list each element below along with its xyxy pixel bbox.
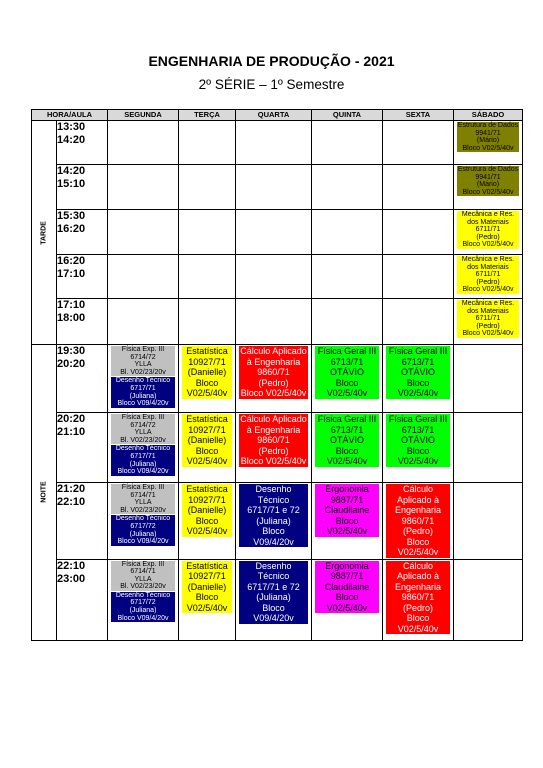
time-end: 23:00 (57, 572, 86, 585)
class-block (315, 346, 379, 399)
class-line: (Danielle) (187, 581, 227, 592)
time-start: 21:20 (57, 483, 86, 495)
schedule-cell-quarta (236, 413, 312, 483)
class-line: (Pedro) (476, 278, 500, 286)
class-line: 9860/71 (257, 367, 290, 377)
class-line: Bloco V02/5/40v (326, 445, 368, 466)
time-end: 21:10 (57, 426, 86, 438)
class-line: Estatística (186, 346, 228, 356)
class-line: 6714/72 (130, 353, 156, 361)
empty-cell (312, 121, 383, 165)
empty-cell (383, 165, 454, 210)
class-line: Cálculo Aplicado à (396, 560, 440, 581)
schedule-cell-sabado (454, 165, 523, 210)
class-line: Bloco V02/5/40v (326, 377, 368, 398)
empty-cell (179, 165, 236, 210)
time-end: 15:10 (57, 178, 86, 190)
class-line: 6717/72 (130, 599, 156, 607)
time-slot (57, 413, 108, 483)
header-row (32, 110, 523, 121)
class-line: 6717/71 e 72 (247, 505, 300, 515)
class-line: V02/5/40v (186, 526, 228, 536)
class-line: YLLA (134, 429, 152, 437)
schedule-cell-terca (179, 483, 236, 560)
time-slot (57, 345, 108, 413)
class-line: 6714/71 (130, 491, 156, 499)
time-slot (57, 299, 108, 345)
class-block (386, 561, 450, 635)
time-slot (57, 559, 108, 640)
table-row (32, 345, 523, 413)
class-block (239, 346, 308, 399)
empty-cell (179, 299, 236, 345)
empty-cell (312, 255, 383, 299)
class-line: Física Exp. III (121, 560, 165, 568)
time-start: 13:30 (57, 121, 86, 133)
schedule-cell-sexta (383, 345, 454, 413)
class-line: (Juliana) (256, 592, 291, 602)
class-line: Bloco V09/4/20v (117, 538, 169, 546)
time-start: 22:10 (57, 559, 86, 572)
class-line: Bloco V02/5/40v (462, 330, 514, 338)
class-block (315, 561, 379, 614)
schedule-cell-sabado (454, 299, 523, 345)
schedule-cell-terca (179, 559, 236, 640)
time-slot (57, 165, 108, 210)
class-line: 9860/71 (257, 435, 290, 445)
empty-cell (108, 210, 179, 255)
class-line: 6713/71 (330, 424, 364, 435)
class-line: (Danielle) (187, 505, 227, 515)
empty-cell (383, 255, 454, 299)
empty-cell (454, 483, 523, 560)
class-line: (Mário) (476, 181, 500, 189)
time-end: 16:20 (57, 223, 86, 235)
class-block (386, 414, 450, 467)
class-line: Física Exp. III (121, 346, 165, 353)
class-block (457, 122, 519, 152)
empty-cell (383, 210, 454, 255)
class-line: (Danielle) (187, 435, 227, 445)
class-line: (Danielle) (187, 367, 227, 377)
class-block (239, 414, 308, 467)
time-end: 22:10 (57, 496, 86, 508)
col-header-terca: TERÇA (179, 110, 236, 121)
class-line: V02/5/40v (326, 602, 368, 613)
schedule-cell-quarta (236, 483, 312, 560)
class-line: YLLA (134, 499, 152, 507)
table-row (32, 165, 523, 210)
class-line: Bloco V02/5/40v (240, 388, 307, 398)
class-line: Bloco (335, 515, 359, 526)
class-line: OTÁVIO (400, 367, 435, 377)
empty-cell (236, 210, 312, 255)
empty-cell (179, 121, 236, 165)
time-start: 15:30 (57, 210, 86, 222)
class-line: Ergonomia (325, 484, 369, 494)
class-line: Desenho (255, 484, 292, 494)
class-line: Desenho Técnico (115, 445, 171, 453)
class-line: V02/5/40v (326, 526, 368, 536)
class-line: 6714/72 (130, 421, 156, 429)
class-line: Estatística (186, 484, 228, 494)
class-line: 10927/71 (188, 356, 226, 367)
class-line: Bloco V02/5/40v (462, 188, 514, 196)
table-row (32, 483, 523, 560)
class-block (111, 515, 175, 545)
class-line: Cálculo Aplicado (240, 414, 307, 424)
class-line: (Juliana) (129, 460, 157, 468)
class-line: 9887/71 (330, 494, 364, 505)
class-line: OTÁVIO (329, 367, 364, 377)
time-end: 20:20 (57, 358, 86, 370)
class-line: V02/5/40v (186, 388, 228, 398)
class-line: à Engenharia (246, 356, 301, 367)
class-line: Bloco V09/4/20v (117, 468, 169, 476)
class-block (111, 561, 175, 591)
schedule-table (31, 109, 523, 641)
class-line: Bloco V09/4/20v (117, 614, 169, 622)
class-line: V02/5/40v (186, 456, 228, 466)
class-line: 6717/72 (130, 522, 156, 530)
class-line: (Juliana) (129, 607, 157, 615)
class-line: Bloco (195, 445, 219, 456)
class-line: 6717/71 (130, 452, 156, 460)
class-line: Mecânica e Res. (461, 211, 515, 218)
class-line: Física Geral III (388, 414, 448, 424)
schedule-cell-segunda (108, 345, 179, 413)
class-line: Claudilaine (324, 581, 370, 592)
class-line: Desenho (255, 560, 292, 571)
class-line: 9860/71 (401, 592, 435, 602)
class-block (315, 484, 379, 537)
schedule-cell-sabado (454, 255, 523, 299)
class-line: Estatística (186, 560, 228, 571)
time-start: 20:20 (57, 413, 86, 425)
time-end: 17:10 (57, 268, 86, 280)
class-line: Estrutura de Dados (457, 122, 519, 129)
class-line: Física Geral III (388, 346, 448, 356)
class-line: Física Exp. III (121, 484, 165, 491)
schedule-cell-quarta (236, 559, 312, 640)
empty-cell (236, 165, 312, 210)
col-header-quinta: QUINTA (312, 110, 383, 121)
class-line: Física Geral III (317, 346, 377, 356)
class-line: Bloco V02/5/40v (462, 241, 514, 249)
class-line: à Engenharia (246, 424, 301, 435)
class-line: Bloco (335, 592, 359, 602)
table-row (32, 210, 523, 255)
empty-cell (454, 345, 523, 413)
class-line: Engenharia (394, 505, 442, 515)
class-line: 6713/71 (330, 356, 364, 367)
empty-cell (108, 299, 179, 345)
class-line: 9941/71 (475, 129, 501, 137)
class-line: Bl. V02/23/20v (120, 436, 166, 444)
empty-cell (454, 559, 523, 640)
class-line: 9941/71 (475, 173, 501, 181)
class-line: Estrutura de Dados (457, 166, 519, 173)
time-end: 18:00 (57, 312, 86, 324)
time-slot (57, 210, 108, 255)
class-block (182, 414, 232, 467)
col-header-sabado: SÁBADO (454, 110, 523, 121)
table-row (32, 255, 523, 299)
class-line: OTÁVIO (329, 435, 364, 445)
class-line: Bloco (262, 526, 285, 536)
class-block (457, 211, 519, 249)
class-line: Bloco (262, 602, 285, 613)
table-row (32, 121, 523, 165)
empty-cell (454, 413, 523, 483)
empty-cell (236, 255, 312, 299)
class-block (457, 256, 519, 294)
class-line: 10927/71 (188, 571, 226, 581)
page-title: ENGENHARIA DE PRODUÇÃO - 2021 (148, 53, 395, 69)
class-block (239, 484, 308, 547)
class-line: Bl. V02/23/20v (120, 368, 166, 376)
empty-cell (108, 121, 179, 165)
schedule-cell-sexta (383, 559, 454, 640)
col-header-segunda: SEGUNDA (108, 110, 179, 121)
empty-cell (312, 299, 383, 345)
class-line: V09/4/20v (253, 536, 294, 547)
class-block (111, 377, 175, 407)
empty-cell (312, 165, 383, 210)
class-line: 6717/71 (130, 384, 156, 392)
empty-cell (179, 210, 236, 255)
time-start: 16:20 (57, 255, 86, 267)
class-line: Bloco (195, 515, 219, 526)
class-line: Desenho Técnico (115, 515, 171, 523)
period-label-tarde: TARDE (32, 121, 57, 345)
schedule-cell-terca (179, 345, 236, 413)
class-line: (Juliana) (256, 515, 291, 526)
table-row (32, 413, 523, 483)
time-start: 17:10 (57, 299, 86, 311)
schedule-cell-quinta (312, 559, 383, 640)
class-block (457, 300, 519, 338)
class-line: 10927/71 (188, 494, 226, 505)
class-line: Bloco (195, 592, 219, 602)
class-line: Cálculo Aplicado (240, 346, 307, 356)
class-block (315, 414, 379, 467)
class-line: 9887/71 (330, 571, 364, 581)
class-block (111, 445, 175, 475)
empty-cell (236, 299, 312, 345)
schedule-cell-sabado (454, 121, 523, 165)
schedule-cell-sexta (383, 413, 454, 483)
schedule-cell-sabado (454, 210, 523, 255)
class-line: (Juliana) (129, 392, 157, 400)
schedule-cell-quinta (312, 413, 383, 483)
class-line: 6714/71 (130, 568, 156, 576)
schedule-cell-segunda (108, 483, 179, 560)
class-line: Ergonomia (325, 560, 369, 571)
class-line: (Pedro) (258, 445, 289, 456)
class-line: 6711/71 (475, 226, 501, 234)
class-block (182, 346, 232, 399)
schedule-cell-quinta (312, 483, 383, 560)
class-line: Mecânica e Res. (461, 256, 515, 263)
class-block (111, 484, 175, 514)
schedule-body (32, 121, 523, 641)
empty-cell (108, 255, 179, 299)
class-line: (Pedro) (476, 233, 500, 241)
class-line: (Pedro) (402, 526, 433, 536)
class-line: Bloco V02/5/40v (397, 445, 439, 466)
schedule-cell-sexta (383, 483, 454, 560)
class-line: Desenho Técnico (115, 591, 171, 599)
time-start: 14:20 (57, 165, 86, 177)
class-line: (Pedro) (258, 377, 289, 388)
class-block (182, 561, 232, 614)
class-line: dos Materiais (467, 218, 509, 226)
empty-cell (383, 121, 454, 165)
table-row (32, 559, 523, 640)
class-line: Cálculo Aplicado à (396, 484, 440, 505)
class-line: (Pedro) (402, 602, 433, 613)
class-line: Engenharia (394, 581, 442, 592)
class-block (182, 484, 232, 537)
class-line: (Pedro) (476, 322, 500, 330)
col-header-quarta: QUARTA (236, 110, 312, 121)
class-line: 6713/71 (401, 424, 435, 435)
class-line: Bloco V02/5/40v (462, 286, 514, 294)
class-line: 6713/71 (401, 356, 435, 367)
class-line: 10927/71 (188, 424, 226, 435)
empty-cell (236, 121, 312, 165)
table-row (32, 299, 523, 345)
class-block (111, 346, 175, 376)
class-line: YLLA (134, 361, 152, 369)
class-line: dos Materiais (467, 307, 509, 315)
class-block (386, 484, 450, 558)
class-block (457, 166, 519, 196)
class-line: Bloco V02/5/40v (397, 536, 439, 557)
time-slot (57, 255, 108, 299)
time-start: 19:30 (57, 345, 86, 357)
class-line: Bloco V02/5/40v (462, 144, 514, 152)
class-line: Física Exp. III (121, 414, 165, 421)
col-header-hora: HORA/AULA (32, 110, 108, 121)
class-line: Desenho Técnico (115, 377, 171, 385)
class-block (111, 414, 175, 444)
class-line: V02/5/40v (186, 602, 228, 613)
class-line: Bloco (195, 377, 219, 388)
class-line: (Mário) (476, 137, 500, 145)
empty-cell (312, 210, 383, 255)
class-line: 6711/71 (475, 271, 501, 279)
time-end: 14:20 (57, 134, 86, 146)
class-line: (Juliana) (129, 530, 157, 538)
class-block (111, 592, 175, 622)
class-line: YLLA (134, 575, 152, 583)
class-line: dos Materiais (467, 263, 509, 271)
class-line: Bloco V02/5/40v (397, 377, 439, 398)
class-line: Física Geral III (317, 414, 377, 424)
class-line: Técnico (257, 571, 290, 581)
class-line: Bl. V02/23/20v (120, 583, 166, 591)
col-header-sexta: SEXTA (383, 110, 454, 121)
period-label-noite: NOITE (32, 345, 57, 641)
empty-cell (108, 165, 179, 210)
class-line: Técnico (257, 494, 290, 505)
class-line: Claudilaine (324, 505, 370, 515)
class-line: Bl. V02/23/20v (120, 506, 166, 514)
time-slot (57, 483, 108, 560)
class-line: Mecânica e Res. (461, 300, 515, 307)
schedule-cell-segunda (108, 559, 179, 640)
class-line: 6717/71 e 72 (247, 581, 300, 592)
class-line: 9860/71 (401, 515, 435, 526)
page-subtitle: 2º SÉRIE – 1º Semestre (198, 77, 345, 92)
class-block (386, 346, 450, 399)
class-line: Bloco V02/5/40v (240, 456, 307, 466)
time-slot (57, 121, 108, 165)
schedule-cell-segunda (108, 413, 179, 483)
class-line: Bloco V09/4/20v (117, 400, 169, 408)
class-line: 6711/71 (475, 315, 501, 323)
class-line: OTÁVIO (400, 435, 435, 445)
class-block (239, 561, 308, 624)
schedule-cell-terca (179, 413, 236, 483)
class-line: Estatística (186, 414, 228, 424)
empty-cell (383, 299, 454, 345)
schedule-cell-quinta (312, 345, 383, 413)
class-line: V09/4/20v (253, 613, 294, 623)
class-line: Bloco V02/5/40v (397, 613, 439, 634)
schedule-cell-quarta (236, 345, 312, 413)
empty-cell (179, 255, 236, 299)
